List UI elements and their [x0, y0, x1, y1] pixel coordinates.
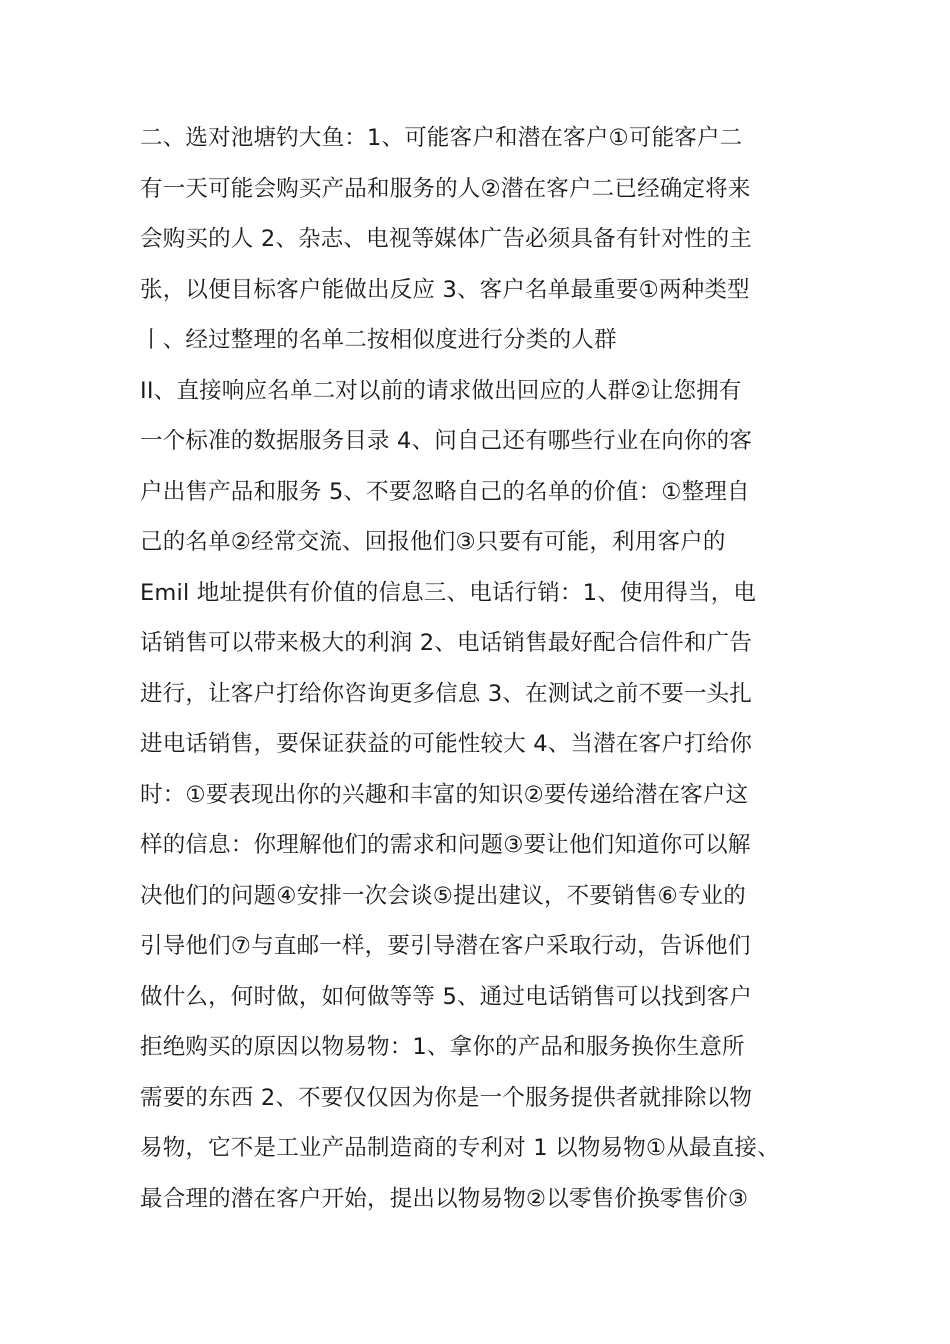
text-line: 决他们的问题④安排一次会谈⑤提出建议，不要销售⑥专业的 [140, 882, 746, 909]
text-line: 拒绝购买的原因以物易物：1、拿你的产品和服务换你生意所 [140, 1034, 745, 1060]
text-line: 户出售产品和服务 5、不要忽略自己的名单的价值：①整理自 [140, 478, 750, 505]
text-line: 有一天可能会购买产品和服务的人②潜在客户二已经确定将来 [140, 175, 751, 202]
text-line: 会购买的人 2、杂志、电视等媒体广告必须具备有针对性的主 [140, 226, 753, 252]
text-line: 二、选对池塘钓大鱼：1、可能客户和潜在客户①可能客户二 [140, 125, 743, 151]
text-line: 话销售可以带来极大的利润 2、电话销售最好配合信件和广告 [140, 630, 753, 656]
text-line: 张，以便目标客户能做出反应 3、客户名单最重要①两种类型 [140, 276, 750, 303]
text-line: 时：①要表现出你的兴趣和丰富的知识②要传递给潜在客户这 [140, 781, 749, 808]
text-line: 样的信息：你理解他们的需求和问题③要让他们知道你可以解 [140, 832, 751, 858]
text-line: 需要的东西 2、不要仅仅因为你是一个服务提供者就排除以物 [140, 1084, 753, 1111]
text-line: 引导他们⑦与直邮一样，要引导潜在客户采取行动，告诉他们 [140, 933, 751, 959]
text-line: 最合理的潜在客户开始，提出以物易物②以零售价换零售价③ [140, 1185, 749, 1212]
body-text [140, 113, 820, 1224]
text-line: 己的名单②经常交流、回报他们③只要有可能，利用客户的 [140, 529, 726, 555]
text-line: 易物，它不是工业产品制造商的专利对 1 以物易物①从最直接、 [140, 1135, 780, 1161]
text-line: 做什么，何时做，如何做等等 5、通过电话销售可以找到客户 [140, 983, 753, 1010]
text-line: 一个标准的数据服务目录 4、问自己还有哪些行业在向你的客 [140, 428, 753, 454]
text-line: 丨、经过整理的名单二按相似度进行分类的人群 [140, 327, 617, 353]
text-line: Emil 地址提供有价值的信息三、电话行销：1、使用得当，电 [140, 579, 757, 606]
text-line: II、直接响应名单二对以前的请求做出回应的人群②让您拥有 [140, 377, 742, 404]
text-line: 进行，让客户打给你咨询更多信息 3、在测试之前不要一头扎 [140, 680, 753, 707]
text-line: 进电话销售，要保证获益的可能性较大 4、当潜在客户打给你 [140, 731, 753, 757]
